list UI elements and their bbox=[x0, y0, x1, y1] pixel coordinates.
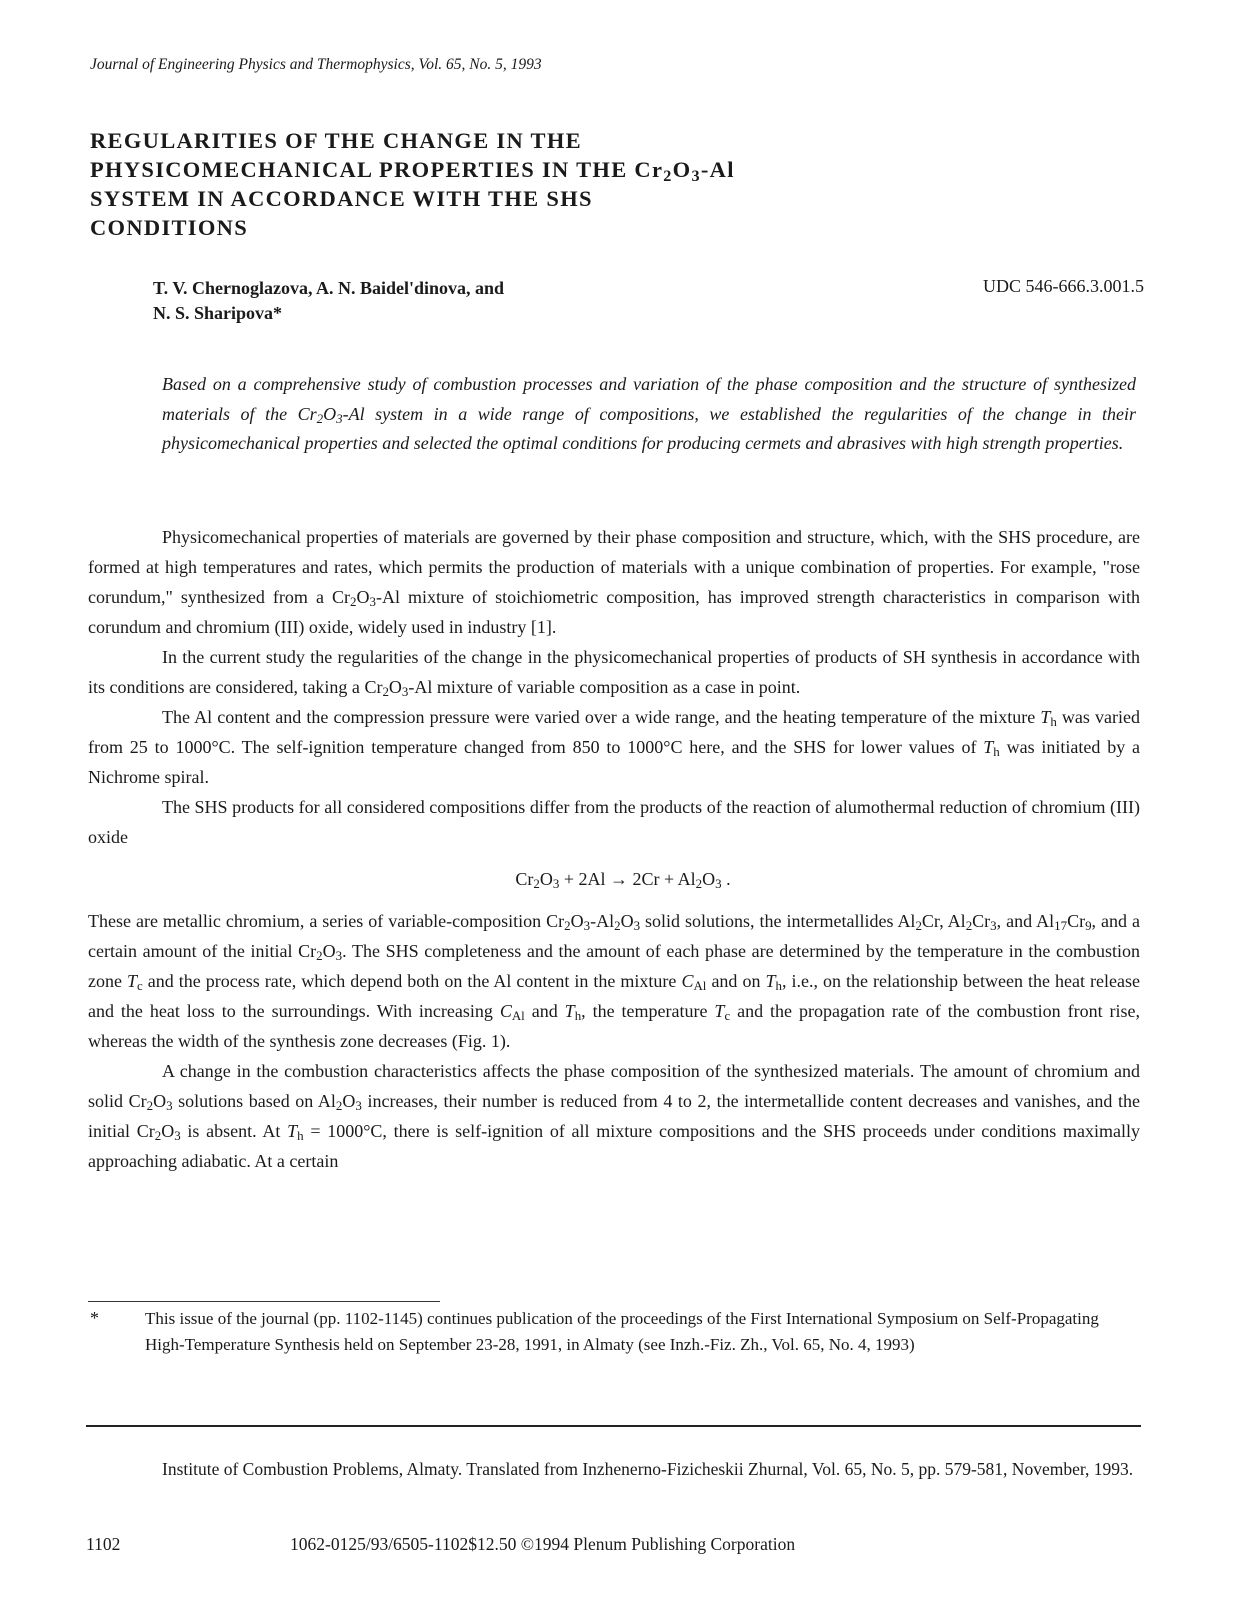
authors-line: N. S. Sharipova* bbox=[153, 303, 283, 323]
abstract-text: Based on a comprehensive study of combustion processes and variation of the phase composition and the structure of synthesized materials of the bbox=[162, 374, 1136, 424]
paragraph: In the current study the regularities of the change in the physicomechanical properties of products of SH synthesis in accordance with its conditions are considered, taking a $Cr_2O_3-Al$ mixture of variable composition as a case in point. bbox=[88, 647, 1140, 700]
page-number: 1102 bbox=[86, 1534, 121, 1554]
paragraph: The Al content and the compression pressure were varied over a wide range, and the heating temperature of the mixture $T_h$ was varied from 25 to 1000°C. The self-ignition temperature changed from 850 to 1000°C here, and the SHS for lower values of $T_h$ was initiated by a Nichrome spiral. bbox=[88, 707, 1141, 787]
paper-title bbox=[90, 126, 850, 242]
paragraph: Physicomechanical properties of materials are governed by their phase composition and structure, which, with the SHS procedure, are formed at high temperatures and rates, which permits the production of materials with a unique combination of properties. For example, "rose corundum," synthesized from a $Cr_2O_3-Al$ mixture of stoichiometric composition, has improved strength characteristics in comparison with corundum and chromium (III) oxide, widely used in industry [1]. bbox=[88, 527, 1140, 637]
abstract bbox=[162, 370, 1136, 459]
title-line: PHYSICOMECHANICAL PROPERTIES IN THE $Cr_2O_3-Al$ bbox=[90, 157, 735, 186]
abstract-text: system in a wide range of compositions, we established the regularities of the change in their physicomechanical properties and selected the optimal conditions for producing cermets and abrasives with high strength properties. bbox=[162, 403, 1136, 453]
footnote-rule bbox=[88, 1301, 440, 1302]
footnote-text: This issue of the journal (pp. 1102-1145) continues publication of the proceedings of the First International Symposium on Self-Propagating High-Temperature Synthesis held on September 23-28, 1991, in Almaty (see Inzh.-Fiz. Zh., Vol. 65, No. 4, 1993) bbox=[145, 1309, 1099, 1354]
paragraph: These are metallic chromium, a series of variable-composition $Cr_2O_3-Al_2O_3$ solid solutions, the intermetallides $Al_2Cr$, $Al_2Cr_3$, and $Al_{17}Cr_9$, and a certain amount of the initial $Cr_2O_3$. The SHS completeness and the amount of each phase are determined by the temperature in the combustion zone $T_c$ and the process rate, which depend both on the Al content in the mixture $C_{Al}$ and on $T_h$, i.e., on the relationship between the heat release and the heat loss to the surroundings. With increasing $C_{Al}$ and $T_h$, the temperature $T_c$ and the propagation rate of the combustion front rise, whereas the width of the synthesis zone decreases (Fig. 1). bbox=[88, 911, 1141, 1051]
paragraph: The SHS products for all considered compositions differ from the products of the reaction of alumothermal reduction of chromium (III) oxide bbox=[88, 797, 1140, 847]
copyright-line: 1062-0125/93/6505-1102$12.50 ©1994 Plenum Publishing Corporation bbox=[290, 1534, 796, 1554]
institution-note bbox=[88, 1455, 1140, 1484]
abstract-formula: $Cr_2O_3-Al$ bbox=[297, 403, 365, 426]
title-line: SYSTEM IN ACCORDANCE WITH THE SHS bbox=[90, 186, 593, 211]
reaction-equation: $Cr_2O_3 + 2Al \to 2Cr + Al_2O_3$ . bbox=[515, 869, 731, 892]
institution-text: Institute of Combustion Problems, Almaty. Translated from Inzhenerno-Fizicheskii Zhurnal, Vol. 65, No. 5, pp. 579-581, November, 1993. bbox=[162, 1459, 1134, 1479]
authors bbox=[153, 276, 504, 326]
body-text bbox=[88, 522, 1140, 1176]
institution-rule bbox=[86, 1425, 1141, 1427]
paragraph: A change in the combustion characteristics affects the phase composition of the synthesized materials. The amount of chromium and solid $Cr_2O_3$ solutions based on $Al_2O_3$ increases, their number is reduced from 4 to 2, the intermetallide content decreases and vanishes, and the initial $Cr_2O_3$ is absent. At $T_h = 1000^\circ C$, there is self-ignition of all mixture compositions and the SHS proceeds under conditions maximally approaching adiabatic. At a certain bbox=[88, 1061, 1141, 1171]
footnote-marker: * bbox=[90, 1308, 99, 1328]
title-line: REGULARITIES OF THE CHANGE IN THE bbox=[90, 128, 582, 153]
authors-line: T. V. Chernoglazova, A. N. Baidel'dinova, and bbox=[153, 278, 505, 298]
title-line: CONDITIONS bbox=[90, 215, 249, 240]
journal-header: Journal of Engineering Physics and Thermophysics, Vol. 65, No. 5, 1993 bbox=[90, 56, 542, 73]
udc-code: UDC 546-666.3.001.5 bbox=[983, 276, 1144, 296]
